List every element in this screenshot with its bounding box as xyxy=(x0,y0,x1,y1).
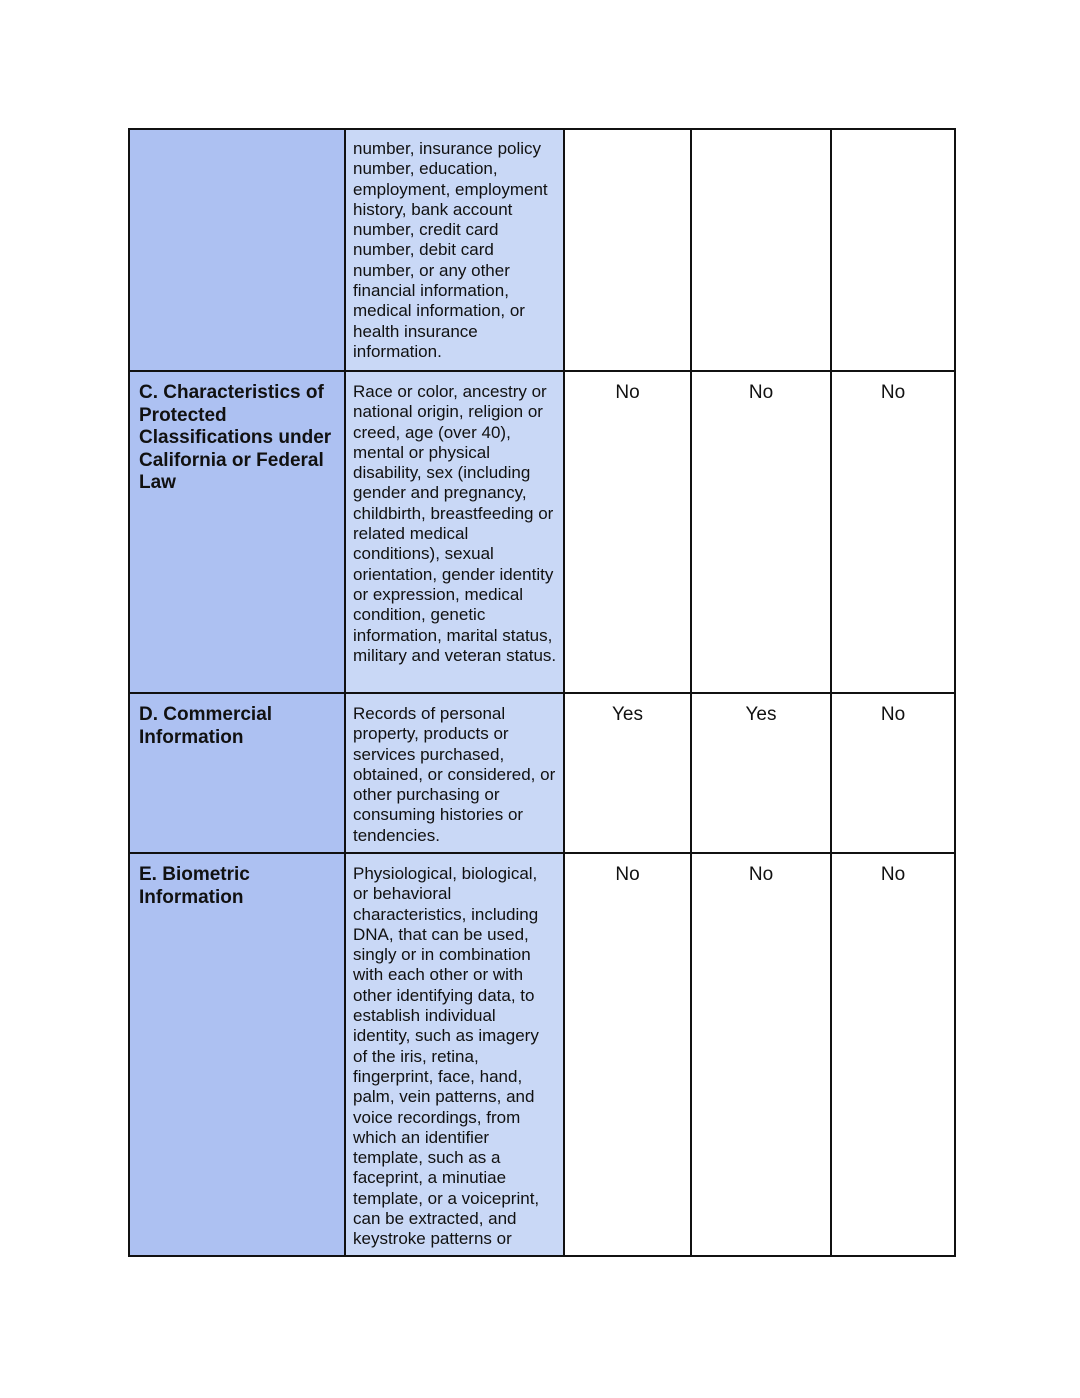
description-text: Race or color, ancestry or national origin, religion or creed, age (over 40), mental or physical disability, sex (including gender and pregnancy, childbirth, breastfeeding or related medical conditions), sexual orientation, gender identity or expression, medical condition, genetic information, marital status, military and veteran status. xyxy=(353,382,557,665)
description-cell xyxy=(345,853,564,1256)
value-text xyxy=(692,130,830,140)
personal-information-categories-table xyxy=(128,128,956,1257)
category-label xyxy=(130,130,344,140)
category-label: C. Characteristics of Protected Classifications under California or Federal Law xyxy=(139,382,332,493)
value-text: Yes xyxy=(612,704,643,725)
value-text: No xyxy=(880,864,906,885)
value-text xyxy=(565,130,690,140)
description-text: Physiological, biological, or behavioral characteristics, including DNA, that can be used, singly or in combination with each other or with other identifying data, to establish individual identity, such as imagery of the iris, retina, fingerprint, face, hand, palm, vein patterns, and voice recordings, from which an identifier template, such as a faceprint, a minutiae template, or a voiceprint, can be extracted, and keystroke patterns or xyxy=(353,864,540,1249)
value-cell xyxy=(831,129,955,371)
value-text: No xyxy=(748,382,774,403)
category-cell xyxy=(129,129,345,371)
category-cell xyxy=(129,853,345,1256)
table-row xyxy=(129,129,955,371)
value-cell xyxy=(564,693,691,853)
value-text: No xyxy=(615,382,640,403)
description-text: number, insurance policy number, education, employment, employment history, bank account number, credit card number, debit card number, or any other financial information, medical information, or health insurance information. xyxy=(353,139,548,361)
value-cell xyxy=(831,371,955,693)
description-cell xyxy=(345,129,564,371)
value-text: No xyxy=(880,382,906,403)
value-text xyxy=(832,130,954,140)
description-text: Records of personal property, products or services purchased, obtained, or considered, or other purchasing or consuming histories or tendencies. xyxy=(353,704,556,845)
description-cell xyxy=(345,693,564,853)
value-text: No xyxy=(615,864,640,885)
category-cell xyxy=(129,371,345,693)
description-cell xyxy=(345,371,564,693)
value-cell xyxy=(564,853,691,1256)
value-cell xyxy=(691,129,831,371)
value-cell xyxy=(564,371,691,693)
category-label: D. Commercial Information xyxy=(139,704,273,748)
value-text: No xyxy=(748,864,774,885)
category-cell xyxy=(129,693,345,853)
table-row xyxy=(129,693,955,853)
value-cell xyxy=(691,371,831,693)
value-text: Yes xyxy=(745,704,777,725)
value-cell xyxy=(831,853,955,1256)
value-cell xyxy=(564,129,691,371)
value-cell xyxy=(691,693,831,853)
table-row xyxy=(129,371,955,693)
value-cell xyxy=(691,853,831,1256)
value-text: No xyxy=(880,704,906,725)
category-label: E. Biometric Information xyxy=(139,864,250,908)
table-row xyxy=(129,853,955,1256)
value-cell xyxy=(831,693,955,853)
